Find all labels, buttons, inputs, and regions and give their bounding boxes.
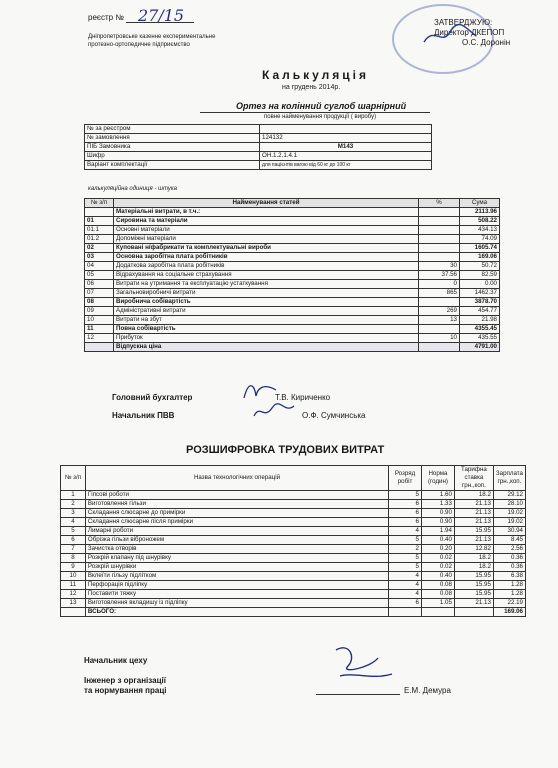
- labor-cell-num: 2: [61, 500, 86, 509]
- info-value: ОН.1.2.1.4.1: [260, 152, 432, 161]
- calc-row: [85, 244, 500, 253]
- labor-header-num: № з/п: [61, 466, 86, 491]
- labor-cell-rank: 5: [389, 536, 422, 545]
- calc-cell-name: Допоміжні матеріали: [114, 235, 419, 244]
- calc-cell-name: Прибуток: [114, 334, 419, 343]
- calc-cell-sum: 454.77: [460, 307, 500, 316]
- calc-cell-pct: [419, 253, 460, 262]
- labor-row: [61, 554, 526, 563]
- labor-cell-name: Складання слюсарне до примірки: [85, 509, 388, 518]
- calc-cell-sum: 74.09: [460, 235, 500, 244]
- labor-cell-norm: 0.40: [422, 536, 455, 545]
- footer-line-1: Начальник цеху: [84, 656, 148, 665]
- labor-cell-num: 4: [61, 518, 86, 527]
- labor-cell-name: Виготовлення гільзи: [85, 500, 388, 509]
- labor-cell-num: 9: [61, 563, 86, 572]
- calc-row: [85, 307, 500, 316]
- calc-row: [85, 325, 500, 334]
- calc-cell-name: Матеріальні витрати, в т.ч.:: [114, 208, 419, 217]
- labor-cell-name: Лимарні роботи: [85, 527, 388, 536]
- calc-cell-pct: [419, 298, 460, 307]
- head-pvv-signature: [250, 400, 298, 422]
- calc-cell-sum: 82.59: [460, 271, 500, 280]
- calc-row: [85, 343, 500, 352]
- labor-cell-rank: 2: [389, 545, 422, 554]
- labor-cell-rate: 12.82: [454, 545, 493, 554]
- labor-header-name: Назва технологічних операцій: [85, 466, 388, 491]
- calc-cell-num: 01.1: [85, 226, 114, 235]
- calc-row: [85, 280, 500, 289]
- labor-cell-norm: 0.08: [422, 581, 455, 590]
- calc-cell-num: 06: [85, 280, 114, 289]
- labor-cell-norm: 0.02: [422, 563, 455, 572]
- info-label: № за реєстром: [85, 125, 260, 134]
- calc-cell-num: 05: [85, 271, 114, 280]
- labor-cell-wage: 22.19: [493, 599, 525, 608]
- labor-cell-name: Вклеїти гільзу підлітком: [85, 572, 388, 581]
- labor-cell-num: 13: [61, 599, 86, 608]
- info-value: [260, 125, 432, 134]
- calc-cell-pct: [419, 325, 460, 334]
- calc-row: [85, 298, 500, 307]
- labor-table: [60, 465, 526, 617]
- calc-cell-pct: [419, 217, 460, 226]
- labor-cell-norm: 1.94: [422, 527, 455, 536]
- info-label: ПІБ Замовника: [85, 143, 260, 152]
- calc-cell-name: Витрати на утримання та експлуатацію устаткування: [114, 280, 419, 289]
- labor-cell-num: 7: [61, 545, 86, 554]
- calc-cell-num: 11: [85, 325, 114, 334]
- calc-row: [85, 262, 500, 271]
- labor-cell-num: 1: [61, 491, 86, 500]
- chief-accountant-name: Т.В. Кириченко: [275, 393, 331, 402]
- labor-cell-rate: 15.95: [454, 527, 493, 536]
- calc-cell-num: 01.2: [85, 235, 114, 244]
- calc-cell-num: 07: [85, 289, 114, 298]
- approve-name: О.С. Доронін: [462, 38, 511, 47]
- calc-row: [85, 208, 500, 217]
- calc-row: [85, 226, 500, 235]
- labor-row: [61, 518, 526, 527]
- labor-header-rate: Тарифна ставка грн.,коп.: [454, 466, 493, 491]
- calc-cell-pct: [419, 226, 460, 235]
- labor-cell-num: 11: [61, 581, 86, 590]
- labor-total-row: [61, 608, 526, 617]
- calc-cell-sum: 2113.96: [460, 208, 500, 217]
- calc-cell-pct: 13: [419, 316, 460, 325]
- labor-cell-rank: 6: [389, 500, 422, 509]
- labor-cell-norm: 1.60: [422, 491, 455, 500]
- labor-header-row: [61, 466, 526, 491]
- calc-cell-num: 03: [85, 253, 114, 262]
- labor-cell-norm: 1.05: [422, 599, 455, 608]
- labor-cell-num: 5: [61, 527, 86, 536]
- calc-header-row: [85, 199, 500, 208]
- labor-cell-rate: 21.13: [454, 536, 493, 545]
- calc-cell-name: Куповані н/фабрикати та комплектувальні вироби: [114, 244, 419, 253]
- calc-cell-name: Основні матеріали: [114, 226, 419, 235]
- labor-cell-rank: 6: [389, 599, 422, 608]
- labor-row: [61, 545, 526, 554]
- footer-line-2: Інженер з організації: [84, 676, 166, 685]
- labor-cell-wage: 2.56: [493, 545, 525, 554]
- calc-cell-sum: 21.98: [460, 316, 500, 325]
- labor-cell-norm: 0.40: [422, 572, 455, 581]
- calc-cell-pct: [419, 244, 460, 253]
- calc-cell-num: 12: [85, 334, 114, 343]
- calc-cell-sum: 435.55: [460, 334, 500, 343]
- labor-row: [61, 500, 526, 509]
- labor-cell-name: Поставити тяжку: [85, 590, 388, 599]
- labor-cell-num: 10: [61, 572, 86, 581]
- calc-cell-num: 08: [85, 298, 114, 307]
- calc-cell-name: Відрахування на соціальне страхування: [114, 271, 419, 280]
- labor-cell-num: 6: [61, 536, 86, 545]
- labor-cell-rate: 21.13: [454, 500, 493, 509]
- labor-cell-wage: 6.38: [493, 572, 525, 581]
- labor-cell-rank: 5: [389, 563, 422, 572]
- calc-row: [85, 316, 500, 325]
- calc-cell-sum: 169.06: [460, 253, 500, 262]
- labor-row: [61, 536, 526, 545]
- labor-cell-name: Обрізка гільзи віброножем: [85, 536, 388, 545]
- info-label: № замовлення: [85, 134, 260, 143]
- calc-header-name: Найменування статей: [114, 199, 419, 208]
- calc-cell-pct: [419, 343, 460, 352]
- calc-row: [85, 217, 500, 226]
- labor-cell-norm: 1.33: [422, 500, 455, 509]
- labor-header-norm: Норма (годин): [422, 466, 455, 491]
- labor-cell-num: 12: [61, 590, 86, 599]
- labor-cell-rank: 4: [389, 590, 422, 599]
- approve-position: Директор ДКЕПОП: [434, 28, 505, 37]
- calc-cell-pct: 30: [419, 262, 460, 271]
- labor-row: [61, 581, 526, 590]
- labor-cell-norm: 0.90: [422, 509, 455, 518]
- info-value: 124132: [260, 134, 432, 143]
- calc-cell-sum: 0.00: [460, 280, 500, 289]
- calc-cell-pct: 10: [419, 334, 460, 343]
- labor-row: [61, 563, 526, 572]
- calc-row: [85, 271, 500, 280]
- calc-row: [85, 289, 500, 298]
- labor-total-empty: [454, 608, 493, 617]
- labor-cell-name: Зачистка отворів: [85, 545, 388, 554]
- footer-signature: [330, 640, 400, 688]
- labor-cell-rate: 15.95: [454, 581, 493, 590]
- info-table: [84, 124, 432, 170]
- info-label: Варіант комплектації: [85, 161, 260, 170]
- labor-cell-rate: 15.95: [454, 590, 493, 599]
- calc-row: [85, 235, 500, 244]
- registry-number: 27/15: [138, 6, 185, 25]
- labor-cell-norm: 0.08: [422, 590, 455, 599]
- calc-cell-name: Повна собівартість: [114, 325, 419, 334]
- calc-cell-pct: 37.56: [419, 271, 460, 280]
- calc-cell-name: Адміністративні витрати: [114, 307, 419, 316]
- info-row: [85, 152, 432, 161]
- footer-line-3: та нормування праці: [84, 686, 167, 695]
- calc-cell-num: [85, 343, 114, 352]
- labor-cell-rate: 18.2: [454, 491, 493, 500]
- calc-cell-sum: 4791.00: [460, 343, 500, 352]
- head-pvv-name: О.Ф. Сумчинська: [302, 411, 366, 420]
- labor-cell-wage: 30.94: [493, 527, 525, 536]
- calc-cell-sum: 4355.45: [460, 325, 500, 334]
- labor-cell-norm: 0.90: [422, 518, 455, 527]
- labor-cell-wage: 28.10: [493, 500, 525, 509]
- labor-cell-wage: 19.02: [493, 518, 525, 527]
- chief-accountant-signature: [240, 380, 280, 402]
- calc-cell-name: Додаткова заробітна плата робітників: [114, 262, 419, 271]
- labor-cell-rank: 5: [389, 491, 422, 500]
- calc-cell-num: 10: [85, 316, 114, 325]
- info-value: для пацієнтів вагою від 60 кг до 100 кг: [260, 161, 432, 170]
- calc-cell-pct: 0: [419, 280, 460, 289]
- labor-cell-rate: 15.95: [454, 572, 493, 581]
- labor-row: [61, 527, 526, 536]
- labor-row: [61, 572, 526, 581]
- labor-cell-name: Розкрій шнурівки: [85, 563, 388, 572]
- labor-total-empty: [422, 608, 455, 617]
- labor-total-empty: [61, 608, 86, 617]
- product-name: Ортез на колінний суглоб шарнірний: [236, 101, 407, 111]
- org-line-2: протезно-ортопедичне підприємство: [88, 42, 190, 48]
- info-row: [85, 134, 432, 143]
- labor-cell-wage: 8.45: [493, 536, 525, 545]
- labor-cell-wage: 29.12: [493, 491, 525, 500]
- labor-title: РОЗШИФРОВКА ТРУДОВИХ ВИТРАТ: [186, 444, 385, 456]
- calc-cell-name: Загальновиробничі витрати: [114, 289, 419, 298]
- labor-cell-num: 3: [61, 509, 86, 518]
- calc-row: [85, 253, 500, 262]
- labor-row: [61, 590, 526, 599]
- calc-cell-name: Витрати на збут: [114, 316, 419, 325]
- footer-name: Е.М. Демура: [404, 686, 451, 695]
- product-caption: повне найменування продукції ( виробу): [264, 114, 377, 120]
- calc-cell-num: 09: [85, 307, 114, 316]
- labor-cell-rank: 6: [389, 518, 422, 527]
- calc-cell-sum: 1605.74: [460, 244, 500, 253]
- calc-cell-pct: [419, 235, 460, 244]
- labor-total-label: ВСЬОГО:: [85, 608, 388, 617]
- labor-cell-rank: 4: [389, 572, 422, 581]
- head-pvv-position: Начальник ПВВ: [112, 411, 175, 420]
- labor-cell-wage: 19.02: [493, 509, 525, 518]
- calc-header-pct: %: [419, 199, 460, 208]
- calc-cell-num: 02: [85, 244, 114, 253]
- labor-cell-rank: 5: [389, 554, 422, 563]
- labor-cell-wage: 1.28: [493, 590, 525, 599]
- labor-cell-norm: 0.02: [422, 554, 455, 563]
- registry-label: реєстр №: [88, 13, 124, 22]
- calc-cell-sum: 434.13: [460, 226, 500, 235]
- calculation-table: [84, 198, 500, 352]
- calc-cell-sum: 1462.37: [460, 289, 500, 298]
- labor-cell-rank: 4: [389, 581, 422, 590]
- labor-total-empty: [389, 608, 422, 617]
- info-row: [85, 143, 432, 152]
- registry-underline: [126, 22, 194, 23]
- labor-cell-rate: 21.13: [454, 509, 493, 518]
- labor-cell-name: Перфорація підліпку: [85, 581, 388, 590]
- calc-header-sum: Сума: [460, 199, 500, 208]
- labor-cell-rate: 18.2: [454, 563, 493, 572]
- labor-cell-rate: 21.13: [454, 518, 493, 527]
- labor-cell-rank: 4: [389, 527, 422, 536]
- labor-cell-wage: 0.36: [493, 554, 525, 563]
- labor-cell-name: Розкрій клапану під шнурівку: [85, 554, 388, 563]
- unit-note: калькуляційна одиниця - штука: [88, 186, 178, 192]
- labor-cell-wage: 0.36: [493, 563, 525, 572]
- calc-cell-pct: [419, 208, 460, 217]
- product-underline: [200, 112, 430, 113]
- calc-cell-name: Сировина та матеріали: [114, 217, 419, 226]
- labor-header-rank: Розряд робіт: [389, 466, 422, 491]
- calc-cell-sum: 508.22: [460, 217, 500, 226]
- info-label: Шифр: [85, 152, 260, 161]
- org-line-1: Дніпропетровське казенне експериментальне: [88, 34, 216, 40]
- labor-row: [61, 509, 526, 518]
- calc-cell-pct: 865: [419, 289, 460, 298]
- info-value: М143: [260, 143, 432, 152]
- labor-total-value: 169.06: [493, 608, 525, 617]
- calc-cell-num: [85, 208, 114, 217]
- labor-cell-name: Виготовлення вкладишу із підліпку: [85, 599, 388, 608]
- labor-cell-rate: 21.13: [454, 599, 493, 608]
- info-row: [85, 161, 432, 170]
- document-title: Калькуляція: [262, 68, 370, 82]
- labor-header-wage: Зарплата грн.,коп.: [493, 466, 525, 491]
- labor-cell-name: Гіпсові роботи: [85, 491, 388, 500]
- calc-cell-name: Виробнича собівартість: [114, 298, 419, 307]
- period: на грудень 2014р.: [282, 84, 341, 91]
- calc-row: [85, 334, 500, 343]
- labor-cell-num: 8: [61, 554, 86, 563]
- calc-cell-sum: 3878.70: [460, 298, 500, 307]
- labor-cell-rate: 18.2: [454, 554, 493, 563]
- calc-cell-sum: 50.72: [460, 262, 500, 271]
- calc-cell-num: 01: [85, 217, 114, 226]
- labor-cell-name: Складання слюсарне після примірки: [85, 518, 388, 527]
- labor-row: [61, 491, 526, 500]
- approve-label: ЗАТВЕРДЖУЮ:: [434, 18, 493, 27]
- labor-row: [61, 599, 526, 608]
- calc-cell-name: Основна заробітна плата робітників: [114, 253, 419, 262]
- labor-cell-rank: 6: [389, 509, 422, 518]
- labor-cell-norm: 0.20: [422, 545, 455, 554]
- calc-header-num: № з/п: [85, 199, 114, 208]
- labor-cell-wage: 1.28: [493, 581, 525, 590]
- calc-cell-pct: 269: [419, 307, 460, 316]
- info-row: [85, 125, 432, 134]
- chief-accountant-position: Головний бухгалтер: [112, 393, 193, 402]
- director-signature: [420, 22, 480, 48]
- calc-cell-num: 04: [85, 262, 114, 271]
- calc-cell-name: Відпускна ціна: [114, 343, 419, 352]
- footer-signature-line: [316, 694, 400, 695]
